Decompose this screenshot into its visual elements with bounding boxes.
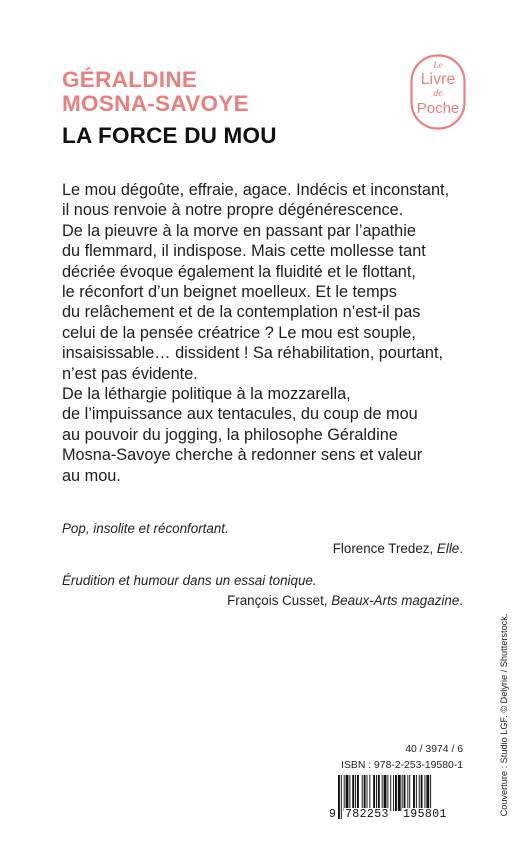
svg-text:Livre: Livre	[420, 71, 456, 88]
blurb-line: le réconfort d’un beignet moelleux. Et le temps	[62, 283, 397, 302]
svg-text:Le: Le	[433, 61, 443, 71]
review-quote: Érudition et humour dans un essai tonique.	[62, 573, 317, 588]
blurb-line: insaisissable… dissident ! Sa réhabilitation, pourtant,	[62, 344, 444, 363]
le-livre-de-poche-logo-icon	[410, 54, 466, 130]
catalog-code: 40 / 3974 / 6	[405, 744, 463, 755]
svg-text:de: de	[433, 88, 443, 99]
blurb-line: celui de la pensée créatrice ? Le mou est souple,	[62, 323, 416, 342]
blurb-line: de l’impuissance aux tentacules, du coup de mou	[62, 405, 418, 424]
barcode-right-digits: 195801	[403, 808, 447, 821]
blurb-line: du flemmard, il indispose. Mais cette mollesse tant	[62, 242, 426, 261]
blurb-line: décriée évoque également la fluidité et le flottant,	[62, 262, 416, 281]
author-last-name: MOSNA-SAVOYE	[62, 91, 249, 116]
cover-credit: Couverture : Studio LGF. © Delyrie / Shutterstock.	[499, 613, 509, 817]
blurb-line: au mou.	[62, 466, 121, 485]
blurb-line: Le mou dégoûte, effraie, agace. Indécis et inconstant,	[62, 181, 450, 199]
blurb-line: du relâchement et de la contemplation n’est-il pas	[62, 303, 421, 322]
review-quote: Pop, insolite et réconfortant.	[62, 521, 229, 536]
blurb-line: De la léthargie politique à la mozzarella,	[62, 385, 351, 404]
barcode-first-digit: 9	[329, 808, 336, 821]
review-source: Beaux-Arts magazine	[331, 593, 460, 608]
review-author: Florence Tredez,	[332, 541, 437, 556]
blurb-line: Mosna-Savoye cherche à redonner sens et valeur	[62, 446, 423, 465]
review-author: François Cusset,	[227, 593, 332, 608]
review-punctuation: .	[459, 593, 463, 608]
svg-text:Poche: Poche	[416, 100, 460, 117]
blurb-line: n’est pas évidente.	[62, 364, 198, 383]
review-attribution	[333, 541, 463, 556]
back-cover-blurb	[62, 180, 482, 486]
author-first-name: GÉRALDINE	[62, 67, 198, 92]
isbn-number: ISBN : 978-2-253-19580-1	[341, 760, 463, 771]
blurb-line: au pouvoir du jogging, la philosophe Géraldine	[62, 425, 398, 444]
review-source: Elle	[436, 541, 460, 556]
author-name	[62, 68, 249, 116]
review-attribution	[227, 593, 463, 608]
book-title: LA FORCE DU MOU	[62, 123, 277, 148]
blurb-line: De la pieuvre à la morve en passant par l’apathie	[62, 221, 416, 240]
barcode-left-digits: 782253	[345, 808, 389, 821]
blurb-line: il nous renvoie à notre propre dégénérescence.	[62, 201, 404, 220]
review-punctuation: .	[459, 541, 463, 556]
